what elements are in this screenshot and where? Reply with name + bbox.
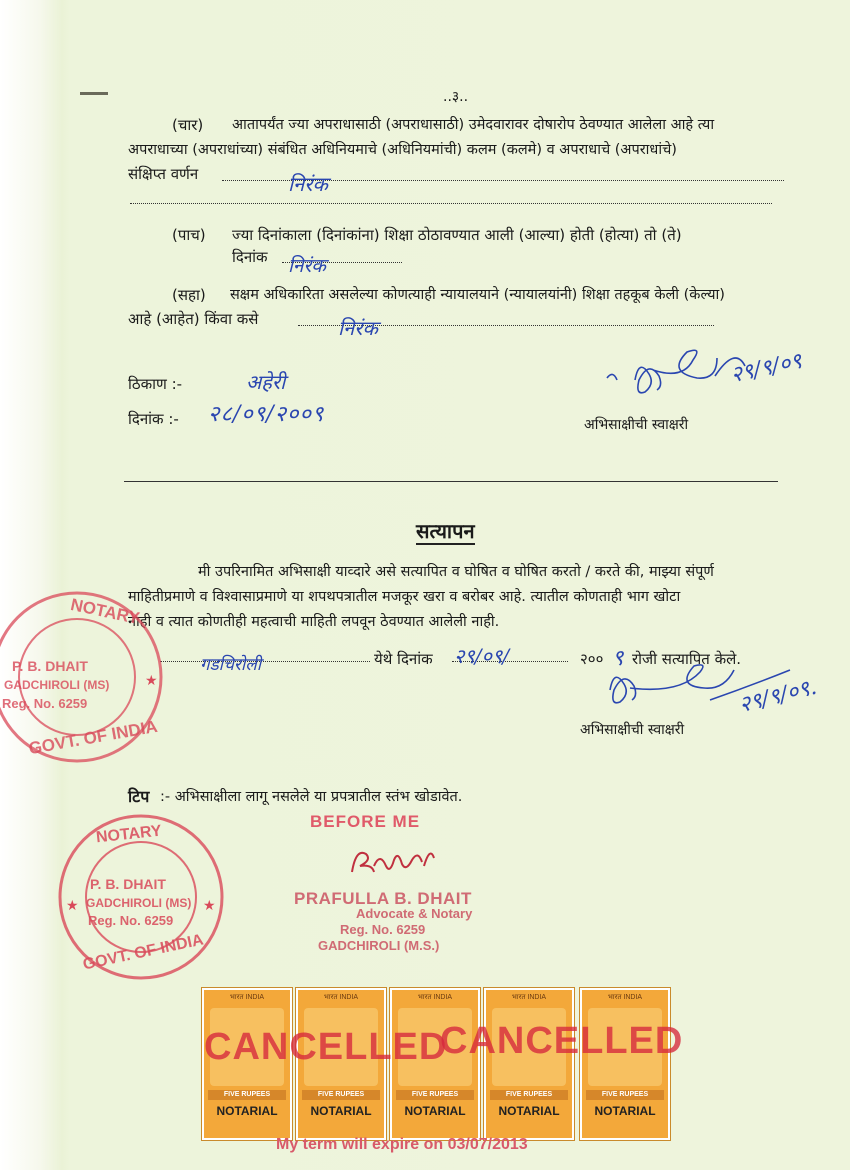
section-5-marker: (पाच) [172,226,206,244]
seal-top-bottom: GOVT. OF INDIA [27,716,159,759]
notary-signature [344,836,444,886]
stamp-5-label: NOTARIAL [594,1104,656,1118]
notary-title: Advocate & Notary [356,906,473,921]
page-number: ..३.. [443,89,469,105]
seal-top-name: P. B. DHAIT [12,658,88,674]
stamp-4-band: FIVE RUPEES [490,1090,568,1100]
signature-2-caption: अभिसाक्षीची स्वाक्षरी [580,722,685,738]
stamp-2-label: NOTARIAL [310,1104,372,1118]
section-4-marker: (चार) [172,116,204,134]
stamp-5-top: भारत INDIA [607,994,643,1001]
section-6-line-1: सक्षम अधिकारिता असलेल्या कोणत्याही न्यायालयाने (न्यायालयांनी) शिक्षा तहकूब केली (केल्या) [230,287,725,303]
section-5-handwritten: निरंक [288,255,326,277]
verification-place-handwritten: गडचिरोली [200,655,262,675]
stamp-4-top: भारत INDIA [511,994,547,1001]
section-5-line-1: ज्या दिनांकाला (दिनांकांना) शिक्षा ठोठावण्यात आली (आल्या) होती (होत्या) तो (ते) [232,226,682,244]
section-6-handwritten: निरंक [338,316,378,340]
note-text: :- अभिसाक्षीला लागू नसलेले या प्रपत्रातील स्तंभ खोडावेत. [160,789,463,805]
stamp-1-label: NOTARIAL [216,1104,278,1118]
verification-year-handwritten: ९ [612,646,624,671]
signature-2-date: २९/९/०९. [736,674,820,719]
cancelled-overprint-2: CANCELLED [440,1020,684,1062]
seal-bottom-reg: Reg. No. 6259 [88,913,174,928]
notary-reg: Reg. No. 6259 [340,922,426,937]
stamp-1-top: भारत INDIA [229,994,265,1001]
seal-bottom-place: GADCHIROLI (MS) [86,896,192,910]
notary-expiry: My term will expire on 03/07/2013 [276,1136,528,1153]
svg-text:★: ★ [66,897,79,913]
seal-top-place: GADCHIROLI (MS) [4,678,110,692]
notary-place: GADCHIROLI (M.S.) [318,938,440,953]
section-4-handwritten: निरंक [288,172,328,196]
verification-at-text: येथे दिनांक [374,650,433,668]
section-4-line-3: संक्षिप्त वर्णन [128,165,199,183]
section-4-blank-2 [130,203,772,204]
date-value: २८/०९/२००९ [208,402,325,427]
signature-1-caption: अभिसाक्षीची स्वाक्षरी [584,417,689,433]
verification-year-prefix: २०० [580,650,604,668]
verification-para-1: मी उपरिनामित अभिसाक्षी याव्दारे असे सत्यापित व घोषित व घोषित करतो / करते की, माझ्या संपूर्ण [198,564,714,580]
place-value: अहेरी [246,370,286,394]
section-6-marker: (सहा) [172,286,206,304]
verification-place-blank [160,661,370,662]
stamp-3-label: NOTARIAL [404,1104,466,1118]
svg-text:★: ★ [203,897,216,913]
seal-bottom-name: P. B. DHAIT [90,876,166,892]
verification-title: सत्यापन [416,519,475,543]
stamp-2-band: FIVE RUPEES [302,1090,380,1100]
stamp-3-top: भारत INDIA [417,994,453,1001]
notary-seal-top [0,590,164,764]
section-6-line-2: आहे (आहेत) किंवा कसे [128,310,259,328]
stamp-5 [580,988,670,1140]
stamp-4-label: NOTARIAL [498,1104,560,1118]
section-divider [124,481,778,482]
section-4-line-1: आतापर्यंत ज्या अपराधासाठी (अपराधासाठी) उमेदवारावर दोषारोप ठेवण्यात आलेला आहे त्या [232,117,715,133]
cancelled-overprint-1: CANCELLED [204,1026,448,1068]
verification-date-handwritten: २९/०९/ [454,644,510,668]
seal-top-title: NOTARY [68,594,142,629]
place-label: ठिकाण :- [128,375,183,393]
date-label: दिनांक :- [128,410,179,428]
stamp-strip [194,980,684,1140]
seal-top-reg: Reg. No. 6259 [2,696,88,711]
verification-para-3: नाही व त्यात कोणतीही महत्वाची माहिती लपवून ठेवण्यात आलेली नाही. [128,614,500,630]
stamp-3-band: FIVE RUPEES [396,1090,474,1100]
verification-end-text: रोजी सत्यापित केले. [632,650,742,668]
section-4-line-2: अपराधाच्या (अपराधांच्या) संबंधित अधिनियमाचे (अधिनियमांची) कलम (कलमे) व अपराधाचे (अपराधांचे) [128,142,677,158]
svg-text:★: ★ [145,672,158,688]
notary-seal-bottom [56,812,226,982]
stamp-5-band: FIVE RUPEES [586,1090,664,1100]
stamp-1-band: FIVE RUPEES [208,1090,286,1100]
stamp-4 [484,988,574,1140]
section-5-line-2: दिनांक [232,248,268,266]
before-me: BEFORE ME [310,812,421,831]
margin-mark [80,92,108,95]
seal-bottom-title: NOTARY [95,822,163,847]
verification-para-2: माहितीप्रमाणे व विश्वासाप्रमाणे या शपथपत्रातील मजकूर खरा व बरोबर आहे. त्यातील कोणताही भाग खोटा [128,589,681,605]
stamp-2-top: भारत INDIA [323,994,359,1001]
note-label: टिप [128,787,150,806]
seal-bottom-bottom: GOVT. OF INDIA [81,931,205,974]
signature-1-date: २९/९/०९ [728,348,805,389]
notary-name: PRAFULLA B. DHAIT [294,889,472,908]
